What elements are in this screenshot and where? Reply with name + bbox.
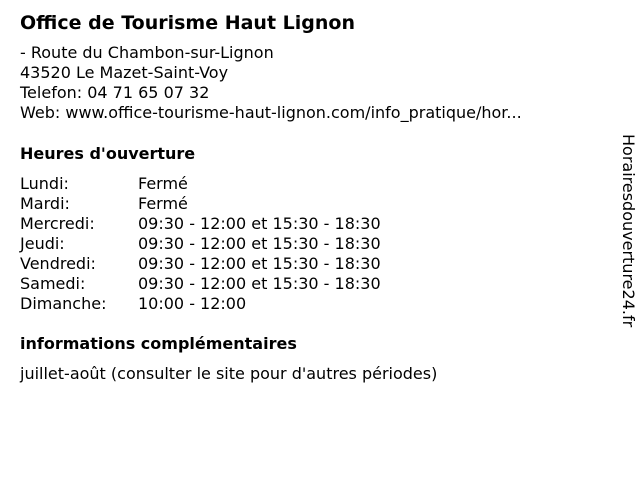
day-label: Jeudi:: [20, 234, 65, 253]
web-line[interactable]: Web: www.office-tourisme-haut-lignon.com/info_pratique/hor...: [20, 103, 522, 122]
hours-row-saturday: [20, 274, 381, 294]
office-title: Office de Tourisme Haut Lignon: [20, 12, 355, 34]
day-label: Mardi:: [20, 194, 70, 213]
hours-row-sunday: [20, 294, 381, 314]
day-hours: Fermé: [138, 194, 188, 213]
address-block: [20, 43, 522, 123]
opening-hours-heading: Heures d'ouverture: [20, 144, 196, 163]
day-hours: 09:30 - 12:00 et 15:30 - 18:30: [138, 274, 381, 293]
day-hours: 09:30 - 12:00 et 15:30 - 18:30: [138, 254, 381, 273]
day-label: Lundi:: [20, 174, 69, 193]
additional-info-heading: informations complémentaires: [20, 334, 297, 353]
day-label: Samedi:: [20, 274, 86, 293]
hours-row-monday: [20, 174, 381, 194]
address-city: 43520 Le Mazet-Saint-Voy: [20, 63, 229, 82]
day-hours: Fermé: [138, 174, 188, 193]
hours-row-thursday: [20, 234, 381, 254]
day-hours: 09:30 - 12:00 et 15:30 - 18:30: [138, 214, 381, 233]
phone-line: Telefon: 04 71 65 07 32: [20, 83, 210, 102]
address-street: - Route du Chambon-sur-Lignon: [20, 43, 274, 62]
hours-row-wednesday: [20, 214, 381, 234]
hours-row-tuesday: [20, 194, 381, 214]
day-hours: 10:00 - 12:00: [138, 294, 247, 313]
day-hours: 09:30 - 12:00 et 15:30 - 18:30: [138, 234, 381, 253]
site-watermark: Horairesdouverture24.fr: [619, 134, 638, 328]
additional-info-text: juillet-août (consulter le site pour d'autres périodes): [20, 364, 438, 383]
hours-row-friday: [20, 254, 381, 274]
opening-hours-table: [20, 174, 381, 314]
day-label: Dimanche:: [20, 294, 107, 313]
day-label: Vendredi:: [20, 254, 96, 273]
day-label: Mercredi:: [20, 214, 95, 233]
